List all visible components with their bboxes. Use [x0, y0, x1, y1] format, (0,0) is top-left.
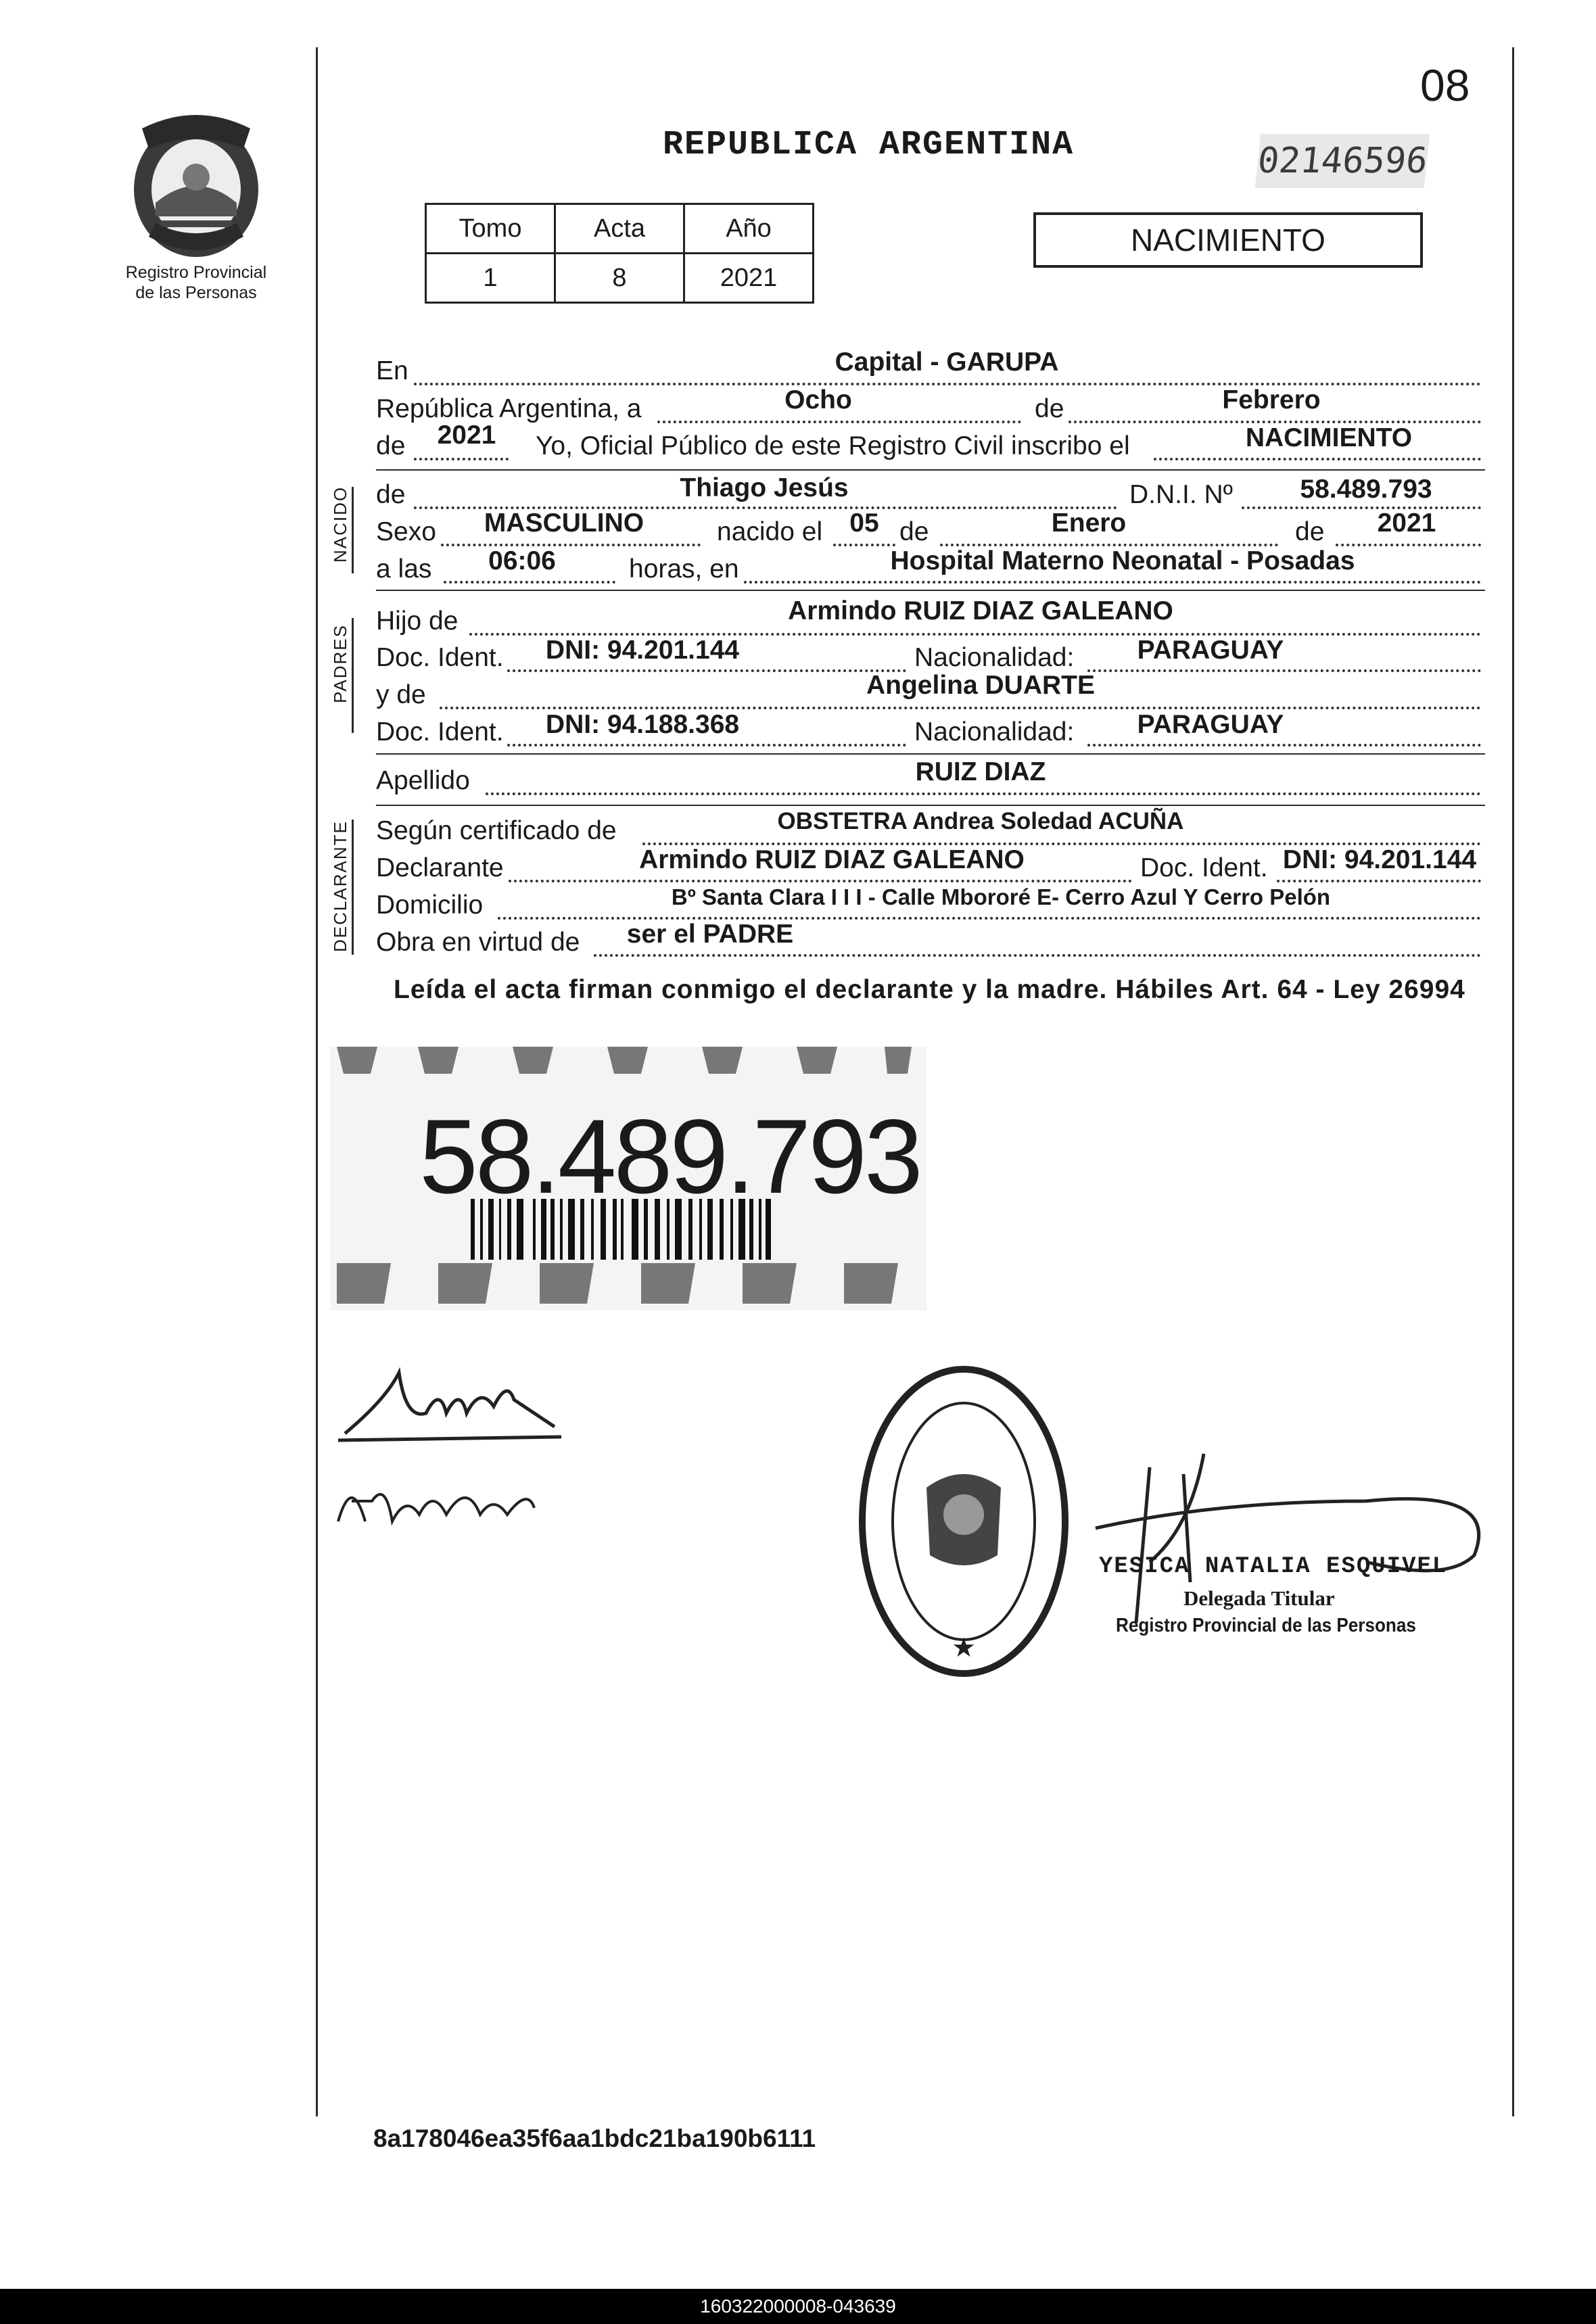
section-bracket: [352, 487, 354, 573]
padres-section-label: PADRES: [330, 624, 350, 703]
declarant-name-value: Armindo RUIZ DIAZ GALEANO: [639, 845, 1025, 874]
mother-nationality-value: PARAGUAY: [1137, 710, 1284, 739]
birth-month-value: Enero: [1051, 508, 1127, 538]
register-value-tomo: 1: [426, 254, 555, 303]
event-value: NACIMIENTO: [1245, 423, 1413, 452]
logo-caption-line1: Registro Provincial: [125, 263, 267, 282]
en-label: En: [376, 356, 408, 385]
child-name-value: Thiago Jesús: [680, 473, 849, 502]
register-value-row: [426, 254, 814, 303]
certificate-value: OBSTETRA Andrea Soledad ACUÑA: [777, 808, 1184, 834]
section-bracket: [352, 820, 354, 955]
page-number: 08: [1420, 60, 1470, 110]
dotted-line: [509, 880, 1132, 882]
province-coat-of-arms-logo: [115, 101, 277, 264]
nacionalidad-label: Nacionalidad:: [914, 643, 1075, 672]
dotted-line: [594, 954, 1481, 957]
closing-statement: Leída el acta firman conmigo el declarante y la madre. Hábiles Art. 64 - Ley 26994: [394, 975, 1465, 1004]
horas-label: horas, en: [629, 554, 739, 584]
obra-en-virtud-label: Obra en virtud de: [376, 928, 580, 957]
month-value: Febrero: [1222, 385, 1321, 414]
doc-ident-label: Doc. Ident.: [376, 643, 504, 672]
dotted-line: [1087, 744, 1481, 746]
domicilio-label: Domicilio: [376, 891, 484, 920]
year-value: 2021: [437, 421, 496, 450]
serial-number-stamp: 02146596: [1255, 134, 1430, 188]
de-label: de: [1035, 394, 1064, 423]
de-year-label: de: [376, 431, 406, 460]
sexo-label: Sexo: [376, 517, 436, 546]
republic-label: República Argentina, a: [376, 394, 642, 423]
nacido-de-label: de: [376, 480, 406, 509]
stamp-star: ★: [952, 1632, 976, 1663]
official-signature: [1082, 1447, 1501, 1643]
declarante-label: Declarante: [376, 853, 504, 882]
reason-value: ser el PADRE: [626, 920, 794, 949]
day-value: Ocho: [784, 385, 852, 414]
dotted-line: [486, 792, 1481, 795]
section-divider: [376, 590, 1485, 591]
register-table: [425, 203, 814, 304]
section-bracket: [352, 618, 354, 733]
father-nationality-value: PARAGUAY: [1137, 636, 1284, 665]
y-de-label: y de: [376, 680, 426, 709]
right-margin-line: [1512, 47, 1514, 2116]
a-las-label: a las: [376, 554, 432, 584]
de-label: de: [1295, 517, 1325, 546]
hijo-de-label: Hijo de: [376, 607, 459, 636]
register-header-tomo: Tomo: [426, 204, 555, 254]
signatures-handwritten: [331, 1359, 575, 1542]
child-dni-value: 58.489.793: [1300, 475, 1432, 504]
section-divider: [376, 805, 1485, 806]
mother-doc-value: DNI: 94.188.368: [545, 710, 740, 739]
address-value: Bº Santa Clara I I I - Calle Mbororé E- Cerro Azul Y Cerro Pelón: [671, 884, 1331, 909]
official-organization: Registro Provincial de las Personas: [1116, 1615, 1416, 1636]
dotted-line: [744, 581, 1481, 584]
dotted-line: [1154, 458, 1481, 460]
logo-caption: [101, 262, 291, 303]
doc-ident-label: Doc. Ident.: [1140, 853, 1268, 882]
country-title: REPUBLICA ARGENTINA: [663, 126, 1075, 164]
dotted-line: [440, 707, 1481, 709]
nacido-section-label: NACIDO: [330, 485, 350, 563]
birth-place-value: Hospital Materno Neonatal - Posadas: [890, 546, 1355, 575]
official-name: YESICA NATALIA ESQUIVEL: [1099, 1554, 1448, 1580]
place-value: Capital - GARUPA: [835, 348, 1059, 377]
register-header-anio: Año: [684, 204, 814, 254]
register-header-row: [426, 204, 814, 254]
dotted-line: [444, 581, 615, 584]
left-margin-line: [316, 47, 318, 2116]
de-label: de: [899, 517, 929, 546]
logo-caption-line2: de las Personas: [135, 283, 257, 302]
section-divider: [376, 469, 1485, 471]
record-type-box: NACIMIENTO: [1033, 212, 1423, 268]
surname-value: RUIZ DIAZ: [915, 757, 1046, 786]
sex-value: MASCULINO: [484, 508, 644, 538]
officer-text: Yo, Oficial Público de este Registro Civil inscribo el: [536, 431, 1130, 460]
segun-certificado-label: Según certificado de: [376, 816, 617, 845]
barcode-number: 58.489.793: [419, 1098, 920, 1216]
apellido-label: Apellido: [376, 766, 470, 795]
declarante-section-label: DECLARANTE: [330, 820, 350, 952]
dotted-line: [507, 744, 906, 746]
register-header-acta: Acta: [555, 204, 684, 254]
nacionalidad-label: Nacionalidad:: [914, 717, 1075, 746]
official-seal-stamp: [852, 1359, 1075, 1684]
sticker-top-emblems: [337, 1047, 912, 1074]
father-doc-value: DNI: 94.201.144: [545, 636, 740, 665]
footer-code: 160322000008-043639: [0, 2289, 1596, 2324]
doc-ident-label: Doc. Ident.: [376, 717, 504, 746]
birth-day-value: 05: [849, 508, 879, 538]
dotted-line: [657, 421, 1021, 423]
mother-name-value: Angelina DUARTE: [866, 671, 1095, 700]
dni-label: D.N.I. Nº: [1129, 480, 1233, 509]
official-role: Delegada Titular: [1183, 1586, 1335, 1610]
section-divider: [376, 753, 1485, 755]
document-hash: 8a178046ea35f6aa1bdc21ba190b6111: [373, 2125, 816, 2152]
father-name-value: Armindo RUIZ DIAZ GALEANO: [788, 596, 1173, 625]
dotted-line: [414, 458, 509, 460]
nacido-el-label: nacido el: [717, 517, 823, 546]
register-value-acta: 8: [555, 254, 684, 303]
birth-year-value: 2021: [1377, 508, 1436, 538]
sticker-bottom-emblems: [337, 1263, 898, 1304]
declarant-doc-value: DNI: 94.201.144: [1282, 845, 1477, 874]
dotted-line: [1277, 880, 1481, 882]
register-value-anio: 2021: [684, 254, 814, 303]
birth-time-value: 06:06: [488, 546, 556, 575]
